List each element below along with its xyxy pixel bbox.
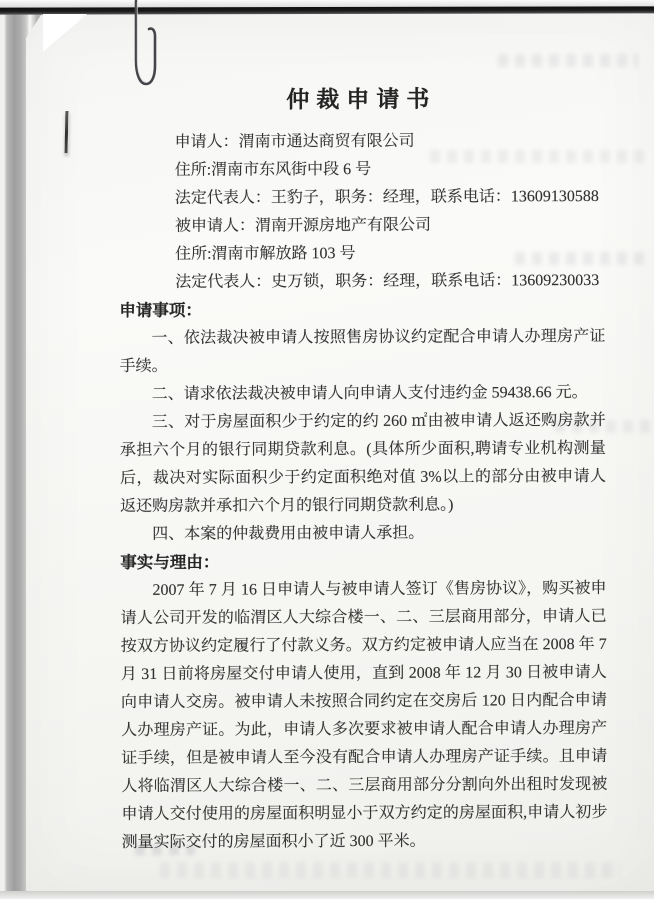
facts-paragraph: 2007 年 7 月 16 日申请人与被申请人签订《售房协议》，购买被申请人公司开发的临渭区人大综合楼一、二、三层商用部分，申请人已按双方协议约定履行了付款义务。双方约定被申请人应当在 2008 年 7 月 31 日前将房屋交付申请人使用，直到 2008 年 12 月 30 日被申请人向申请人交房。被申请人未按照合同约定在交房后 120 日内配合申请人办理房产证。为此，申请人多次要求被申请人配合申请人办理房产证手续，但是被申请人至今没有配合申请人办理房产证手续。且申请人将临渭区人大综合楼一、二、三层商用部分分割向外出租时发现被申请人交付使用的房屋面积明显小于双方约定的房屋面积,申请人初步测量实际交付的房屋面积小了近 300 平米。 — [120, 579, 608, 852]
doc-title: 仲裁申请书 — [286, 86, 437, 113]
party-line-applicant-representative: 法定代表人：王豹子，职务：经理，联系电话：13609130588 — [174, 187, 599, 207]
party-line-respondent: 被申请人：渭南开源房地产有限公司 — [174, 216, 431, 235]
bleed-through-smudge — [498, 54, 638, 67]
claim-item: 二、请求依法裁决被申请人向申请人支付违约金 59438.66 元。 — [151, 384, 588, 403]
arbitration-application-document — [118, 83, 607, 857]
paperclip-icon — [121, 0, 167, 94]
claim-item: 四、本案的仲裁费用由被申请人承担。 — [152, 524, 425, 543]
party-line-respondent-address: 住所:渭南市解放路 103 号 — [175, 245, 356, 263]
party-line-respondent-representative: 法定代表人：史万锁，职务：经理，联系电话：13609230033 — [175, 271, 600, 291]
claim-item: 三、对于房屋面积少于约定的约 260 ㎡由被申请人返还购房款并承担六个月的银行同期贷款利息。(具体所少面积,聘请专业机构测量后，裁决对实际面积少于约定面积绝对值 3%以上的部分由被申请人返还购房款并承扣六个月的银行同期贷款利息。) — [119, 411, 607, 516]
page-top-edge — [0, 6, 654, 14]
bleed-through-smudge — [160, 862, 620, 878]
facts-heading: 事实与理由： — [120, 552, 220, 573]
party-info-block — [175, 127, 606, 297]
claim-item: 一、依法裁决被申请人按照售房协议约定配合申请人办理房产证手续。 — [119, 327, 606, 376]
party-line-applicant: 申请人：渭南市通达商贸有限公司 — [174, 132, 415, 151]
party-line-applicant-address: 住所:渭南市东风街中段 6 号 — [174, 160, 372, 179]
scan-bottom-margin — [0, 891, 654, 899]
claims-heading: 申请事项： — [119, 300, 202, 321]
